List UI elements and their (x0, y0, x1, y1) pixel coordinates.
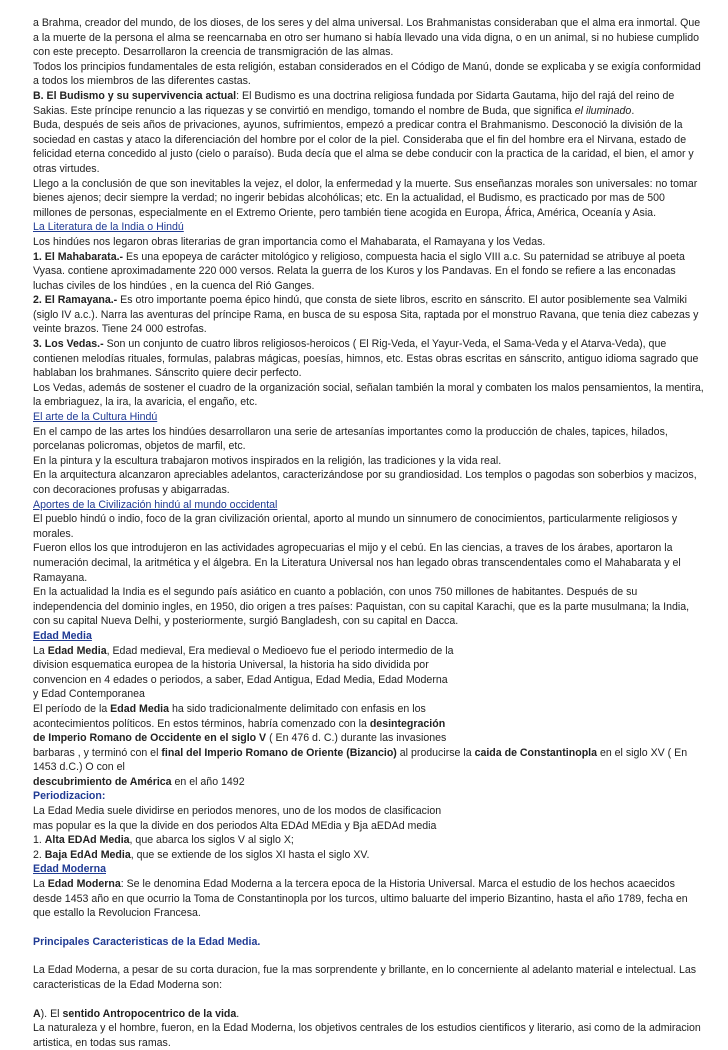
bold-text: Alta EDAd Media (44, 834, 130, 847)
text-run: ). El (40, 1007, 63, 1020)
paragraph (33, 877, 704, 921)
text-run: La naturaleza y el hombre, fueron, en la Edad Moderna, los objetivos centrales de los estudios cientificos y literario, asi como de la admiracion artistica, en todas sus ramas. (33, 1022, 704, 1049)
paragraph-gap (33, 921, 704, 935)
section-heading: Periodizacion: (33, 790, 106, 803)
text-run: al producirse la (396, 746, 475, 759)
bold-text: B. El Budismo y su supervivencia actual (33, 89, 237, 102)
text-run: , que abarca los siglos V al siglo X; (129, 834, 294, 847)
paragraph (33, 410, 704, 425)
text-run: . (236, 1007, 240, 1020)
text-run: La Edad Moderna, a pesar de su corta duracion, fue la mas sorprendente y brillante, en lo concerniente al adelanto material e intelectual. Las caracteristicas de la Edad Moderna son: (33, 964, 700, 991)
bold-text: Edad Media (110, 702, 170, 715)
text-run: El período de la (33, 702, 111, 715)
text-run: en el siglo XV ( En 1453 d.C.) O con el (33, 746, 688, 774)
paragraph (33, 60, 704, 89)
paragraph (33, 862, 704, 877)
paragraph (33, 118, 704, 176)
bold-text: Edad Moderna (47, 878, 121, 891)
paragraph (33, 789, 704, 804)
text-run: Los Vedas, además de sostener el cuadro de la organización social, señalan también la moral y combaten los malos pensamientos, la mentira, la embriaguez, la ira, la avaricia, el engaño, etc. (33, 381, 707, 409)
text-run: Llego a la conclusión de que son inevitables la vejez, el dolor, la enfermedad y la muerte. Sus enseñanzas morales son universales: no tomar bienes ajenos; decir siempre la verdad; no ingerir bebidas alcohólicas; etc. En la actualidad, el Budismo, es practicado por mas de 500 millones de personas, especialmente en el Extremo Oriente, pero también tiene acogida en Europa, África, América, Oceanía y Asia. (33, 177, 701, 219)
paragraph (33, 498, 704, 513)
text-run: , Edad medieval, Era medieval o Medioevo fue el periodo intermedio de la division esquematica europea de la historia Universal, la historia ha sido dividida por convencion en 4 edades o periodos, a saber, Edad Antigua, Edad Media, Edad Moderna y Edad Contemporanea (33, 644, 454, 701)
text-run: Los hindúes nos legaron obras literarias de gran importancia como el Mahabarata, el Ramayana y los Vedas. (33, 235, 546, 248)
text-run: en el año 1492 (171, 775, 245, 788)
bold-text: sentido Antropocentrico de la vida (62, 1007, 237, 1020)
text-run: La Edad Media suele dividirse en periodos menores, uno de los modos de clasificacion mas popular es la que la divide en dos periodos Alta EDAd MEdia y Bja aEDAd media (33, 805, 442, 832)
text-run: En la arquitectura alcanzaron apreciables adelantos, caracterizándose por su grandiosidad. Los templos o pagodas son soberbios y macizos, con decoraciones profusas y abigarradas. (33, 469, 700, 496)
paragraph (33, 337, 704, 381)
section-heading: Edad Media (33, 629, 92, 642)
paragraph (33, 425, 704, 454)
text-run: . (631, 104, 635, 117)
paragraph (33, 220, 704, 235)
text-run: Buda, después de seis años de privaciones, ayunos, sufrimientos, empezó a predicar contra el Brahmanismo. Desconoció la división de la sociedad en castas y ataco la diferenciación del hombre por el color de la piel. Consideraba que el fin del hombre era el Nirvana, estado de felicidad eterna concedido al justo (cielo o paraíso). Buda decía que el alma se debe conducir con la practica de la caridad, el bien, el amor y otras virtudes. (33, 119, 697, 175)
paragraph (33, 16, 704, 60)
paragraph (33, 250, 704, 294)
text-run: La (33, 878, 48, 891)
paragraph (33, 848, 704, 863)
text-run: Todos los principios fundamentales de esta religión, estaban considerados en el Código de Manú, donde se explicaba y se exigía conformidad a todos los miembros de las diferentes castas. (33, 60, 704, 88)
paragraph (33, 644, 704, 702)
paragraph (33, 1021, 704, 1050)
text-run: La (33, 644, 48, 657)
bold-text: final del Imperio Romano de Oriente (Bizancio) (161, 746, 397, 759)
bold-text: 2. El Ramayana.- (33, 294, 118, 307)
bold-text: 3. Los Vedas.- (33, 338, 104, 351)
paragraph (33, 235, 704, 250)
text-run: , que se extiende de los siglos XI hasta el siglo XV. (130, 848, 370, 861)
section-heading: El arte de la Cultura Hindú (33, 411, 158, 424)
bold-text: Baja EdAd Media (44, 848, 131, 861)
bold-text: caida de Constantinopla (474, 746, 597, 759)
paragraph (33, 454, 704, 469)
paragraph (33, 177, 704, 221)
text-run: Es otro importante poema épico hindú, que consta de siete libros, escrito en sánscrito. El autor posiblemente sea Valmiki (siglo IV a.c.). Narra las aventuras del príncipe Rama, en busca de su esposa Sita, raptada por el monstruo Ravana, que tenia diez cabezas y veinte brazos. Tiene 24 000 estrofas. (33, 294, 702, 336)
text-run: En el campo de las artes los hindúes desarrollaron una serie de artesanías importantes como la producción de chales, tapices, hilados, porcelanas policromas, objetos de marfil, etc. (33, 425, 671, 453)
paragraph (33, 293, 704, 337)
section-heading: Aportes de la Civilización hindú al mundo occidental (33, 498, 278, 511)
section-heading: Principales Caracteristicas de la Edad Media. (33, 935, 261, 948)
paragraph (33, 585, 704, 629)
text-run: a Brahma, creador del mundo, de los dioses, de los seres y del alma universal. Los Brahmanistas consideraban que el alma era inmortal. Que a la muerte de la persona el alma se reencarnaba en otro ser humano si había llevado una vida digna, o en un animal, si no hubiese cumplido con este precepto. Desarrollaron la creencia de transmigración de las almas. (33, 17, 704, 59)
italic-text: el iluminado (574, 104, 632, 117)
text-run: : Se le denomina Edad Moderna a la tercera epoca de la Historia Universal. Marca el estudio de los hechos acaecidos desde 1453 año en que ocurrio la Toma de Constantinopla por los turcos, ultimo baluarte del imperio Bizantino, hasta el año 1789, fecha en que estallo la Revolucion Francesa. (33, 878, 691, 920)
paragraph (33, 541, 704, 585)
paragraph (33, 381, 707, 410)
paragraph (33, 963, 704, 992)
section-heading: Edad Moderna (33, 863, 106, 876)
bold-text: descubrimiento de América (33, 775, 172, 788)
text-run: 1. (33, 834, 45, 847)
paragraph (33, 629, 704, 644)
bold-text: desintegración de Imperio Romano de Occidente en el siglo V (33, 717, 446, 745)
paragraph (33, 833, 704, 848)
paragraph (33, 468, 704, 497)
text-run: Fueron ellos los que introdujeron en las actividades agropecuarias el mijo y el cebú. En las ciencias, a traves de los árabes, aportaron la numeración decimal, la aritmética y el álgebra. En la Literatura Universal nos han legado obras transcendentales como el Mahabarata y el Ramayana. (33, 542, 684, 584)
text-run: El pueblo hindú o indio, foco de la gran civilización oriental, aporto al mundo un sinnumero de conocimientos, particularmente religiosos y morales. (33, 513, 681, 540)
text-run: En la actualidad la India es el segundo país asiático en cuanto a población, con unos 750 millones de habitantes. Después de su independencia del dominio ingles, en 1950, dio origen a tres países: Paquistan, con su capital Karachi, que es la parte musulmana; la India, con su capital Nueva Delhi, y posteriormente, surgió Bangladesh, con su capital en Dacca. (33, 586, 693, 628)
bold-text: 1. El Mahabarata.- (33, 250, 124, 263)
section-heading: La Literatura de la India o Hindú (33, 221, 184, 234)
paragraph-gap (33, 993, 704, 1007)
paragraph (33, 89, 704, 118)
text-run: Son un conjunto de cuatro libros religiosos-heroicos ( El Rig-Veda, el Yayur-Veda, el Sama-Veda y el Atarva-Veda), que contienen melodías rituales, formulas, palabras mágicas, poesías, himnos, etc. Estas obras escritas en sánscrito, antiguo idioma sagrado que hablaban los brahmanes. Sánscrito quiere decir perfecto. (33, 338, 702, 380)
paragraph (33, 1007, 704, 1022)
paragraph-gap (33, 949, 704, 963)
bold-text: Edad Media (47, 644, 107, 657)
text-run: Es una epopeya de carácter mitológico y religioso, compuesta hacia el siglo VIII a.c. Su paternidad se atribuye al poeta Vyasa. contiene aproximadamente 220 000 versos. Relata la guerra de los Kuros y los Pandavas. En el fondo se refiere a las enconadas luchas civiles de los hindúes , en la cuenca del Rió Ganges. (33, 250, 688, 292)
text-run: ha sido tradicionalmente delimitado con enfasis en los acontecimientos políticos. En estos términos, habría comenzado con la (33, 702, 426, 730)
paragraph (33, 512, 704, 541)
bold-text: A (33, 1007, 41, 1020)
text-run: ( En 476 d. C.) durante las invasiones barbaras , y terminó con el (33, 732, 447, 759)
text-run: : El Budismo es una doctrina religiosa fundada por Sidarta Gautama, hijo del rajá del reino de Sakias. Este príncipe renuncio a las riquezas y se convirtió en mendigo, tomando el nombre de Buda, que significa (33, 89, 678, 117)
paragraph (33, 804, 704, 833)
text-run: En la pintura y la escultura trabajaron motivos inspirados en la religión, las tradiciones y la vida real. (33, 454, 502, 467)
paragraph (33, 935, 704, 950)
text-run: 2. (33, 848, 45, 861)
paragraph (33, 702, 704, 790)
